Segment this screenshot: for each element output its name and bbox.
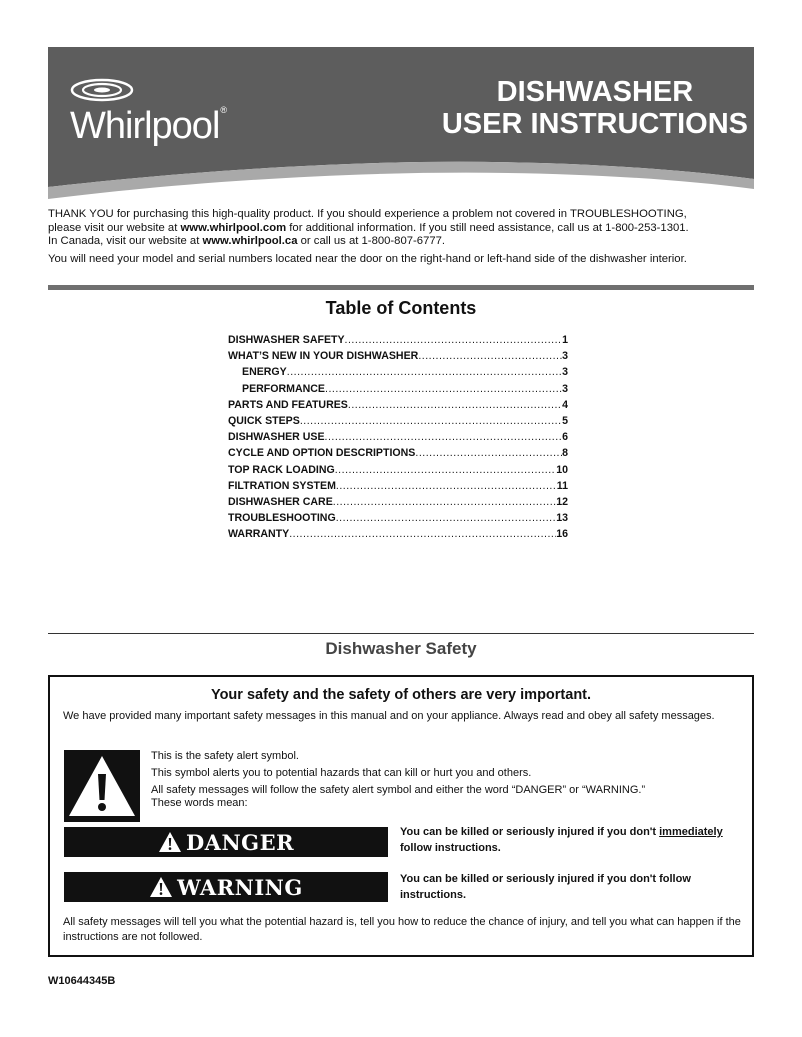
toc-page: 3	[562, 350, 568, 363]
toc-entry[interactable]	[228, 431, 568, 447]
toc-label: CYCLE AND OPTION DESCRIPTIONS	[228, 447, 416, 460]
header-banner	[48, 47, 754, 207]
toc-page: 4	[562, 398, 568, 411]
toc-label: ENERGY	[242, 366, 287, 379]
safety-intro: We have provided many important safety messages in this manual and on your appliance. Always read and obey all safety messages.	[63, 710, 715, 722]
title-line-1: DISHWASHER	[496, 76, 694, 108]
alert-line-2: This symbol alerts you to potential hazards that can kill or hurt you and others.	[151, 767, 532, 779]
toc-label: DISHWASHER USE	[228, 431, 325, 444]
toc-entry[interactable]	[228, 480, 568, 496]
intro-line-4: You will need your model and serial numbers located near the door on the right-hand or left-hand side of the dishwasher interior.	[48, 252, 687, 265]
toc-label: FILTRATION SYSTEM	[228, 479, 336, 492]
toc-leader	[325, 383, 562, 395]
toc-entry[interactable]	[228, 334, 568, 350]
toc-page: 6	[562, 431, 568, 444]
toc-leader	[289, 528, 556, 540]
alert-line-3: All safety messages will follow the safety alert symbol and either the word “DANGER” or “WARNING.” These words mean:	[151, 784, 646, 809]
safety-section-title: Dishwasher Safety	[325, 639, 477, 658]
toc-entry[interactable]	[228, 366, 568, 382]
document-title	[442, 76, 748, 140]
toc-label: QUICK STEPS	[228, 414, 300, 427]
toc-entry[interactable]	[228, 399, 568, 415]
registered-mark: ®	[220, 105, 227, 115]
toc-page: 8	[562, 447, 568, 460]
toc-leader	[325, 431, 563, 443]
toc-label: WHAT’S NEW IN YOUR DISHWASHER	[228, 350, 419, 363]
toc-label: PARTS AND FEATURES	[228, 398, 348, 411]
table-of-contents	[228, 334, 568, 544]
intro-line-1: THANK YOU for purchasing this high-quality product. If you should experience a problem not covered in TROUBLESHOOTING,	[48, 208, 687, 220]
toc-entry[interactable]	[228, 415, 568, 431]
toc-label: TROUBLESHOOTING	[228, 512, 336, 525]
alert-line-1: This is the safety alert symbol.	[151, 750, 299, 762]
toc-label: WARRANTY	[228, 528, 290, 541]
toc-page: 10	[556, 463, 568, 476]
website-link-us[interactable]: www.whirlpool.com	[180, 221, 287, 234]
intro-line-3: In Canada, visit our website at www.whirlpool.ca or call us at 1-800-807-6777.	[48, 235, 446, 247]
toc-leader	[335, 464, 556, 476]
danger-alert-icon	[158, 831, 182, 853]
toc-leader	[418, 350, 562, 362]
toc-label: TOP RACK LOADING	[228, 463, 335, 476]
toc-page: 5	[562, 414, 568, 427]
toc-entry[interactable]	[228, 383, 568, 399]
toc-entry[interactable]	[228, 350, 568, 366]
safety-footer: All safety messages will tell you what the potential hazard is, tell you how to reduce the chance of injury, and tell you what can happen if the instructions are not followed.	[63, 916, 741, 943]
toc-leader	[345, 334, 563, 346]
safety-alert-icon	[64, 750, 140, 822]
toc-page: 1	[562, 334, 568, 346]
danger-description: You can be killed or seriously injured if you don't immediately follow instructions.	[400, 826, 723, 854]
warning-signal-bar	[64, 872, 388, 902]
toc-leader	[415, 447, 562, 459]
danger-signal-bar	[64, 827, 388, 857]
safety-heading: Your safety and the safety of others are very important.	[210, 687, 592, 703]
toc-leader	[348, 399, 562, 411]
toc-entry[interactable]	[228, 528, 568, 544]
safety-notice-box	[48, 675, 754, 957]
toc-entry[interactable]	[228, 496, 568, 512]
brand-name: Whirlpool®	[70, 105, 227, 147]
toc-page: 3	[562, 366, 568, 379]
intro-text	[48, 208, 758, 266]
toc-label: DISHWASHER SAFETY	[228, 334, 345, 346]
warning-word: WARNING	[177, 874, 303, 900]
toc-leader	[287, 366, 562, 378]
toc-entry[interactable]	[228, 512, 568, 528]
toc-leader	[336, 480, 557, 492]
toc-leader	[300, 415, 562, 427]
safety-divider	[48, 633, 754, 634]
warning-alert-icon	[149, 876, 173, 898]
toc-page: 3	[562, 382, 568, 395]
swirl-icon	[70, 75, 140, 105]
toc-page: 12	[556, 495, 568, 508]
toc-leader	[333, 496, 556, 508]
alert-explanation	[151, 750, 741, 814]
part-number: W10644345B	[48, 975, 116, 987]
danger-word: DANGER	[185, 829, 295, 855]
website-link-ca[interactable]: www.whirlpool.ca	[202, 235, 298, 247]
toc-page: 11	[556, 479, 568, 492]
whirlpool-logo	[68, 75, 258, 165]
toc-entry[interactable]	[228, 464, 568, 480]
toc-title: Table of Contents	[325, 298, 477, 318]
toc-entry[interactable]	[228, 447, 568, 463]
toc-leader	[336, 512, 557, 524]
toc-label: PERFORMANCE	[242, 382, 325, 395]
toc-label: DISHWASHER CARE	[228, 495, 333, 508]
title-line-2: USER INSTRUCTIONS	[441, 108, 748, 140]
toc-page: 16	[556, 528, 568, 541]
toc-page: 13	[556, 512, 568, 525]
warning-description: You can be killed or seriously injured if you don't follow instructions.	[400, 873, 691, 901]
intro-line-2: please visit our website at www.whirlpool.com for additional information. If you still need assistance, call us at 1-800-253-1301.	[48, 221, 689, 234]
section-divider	[48, 285, 754, 290]
